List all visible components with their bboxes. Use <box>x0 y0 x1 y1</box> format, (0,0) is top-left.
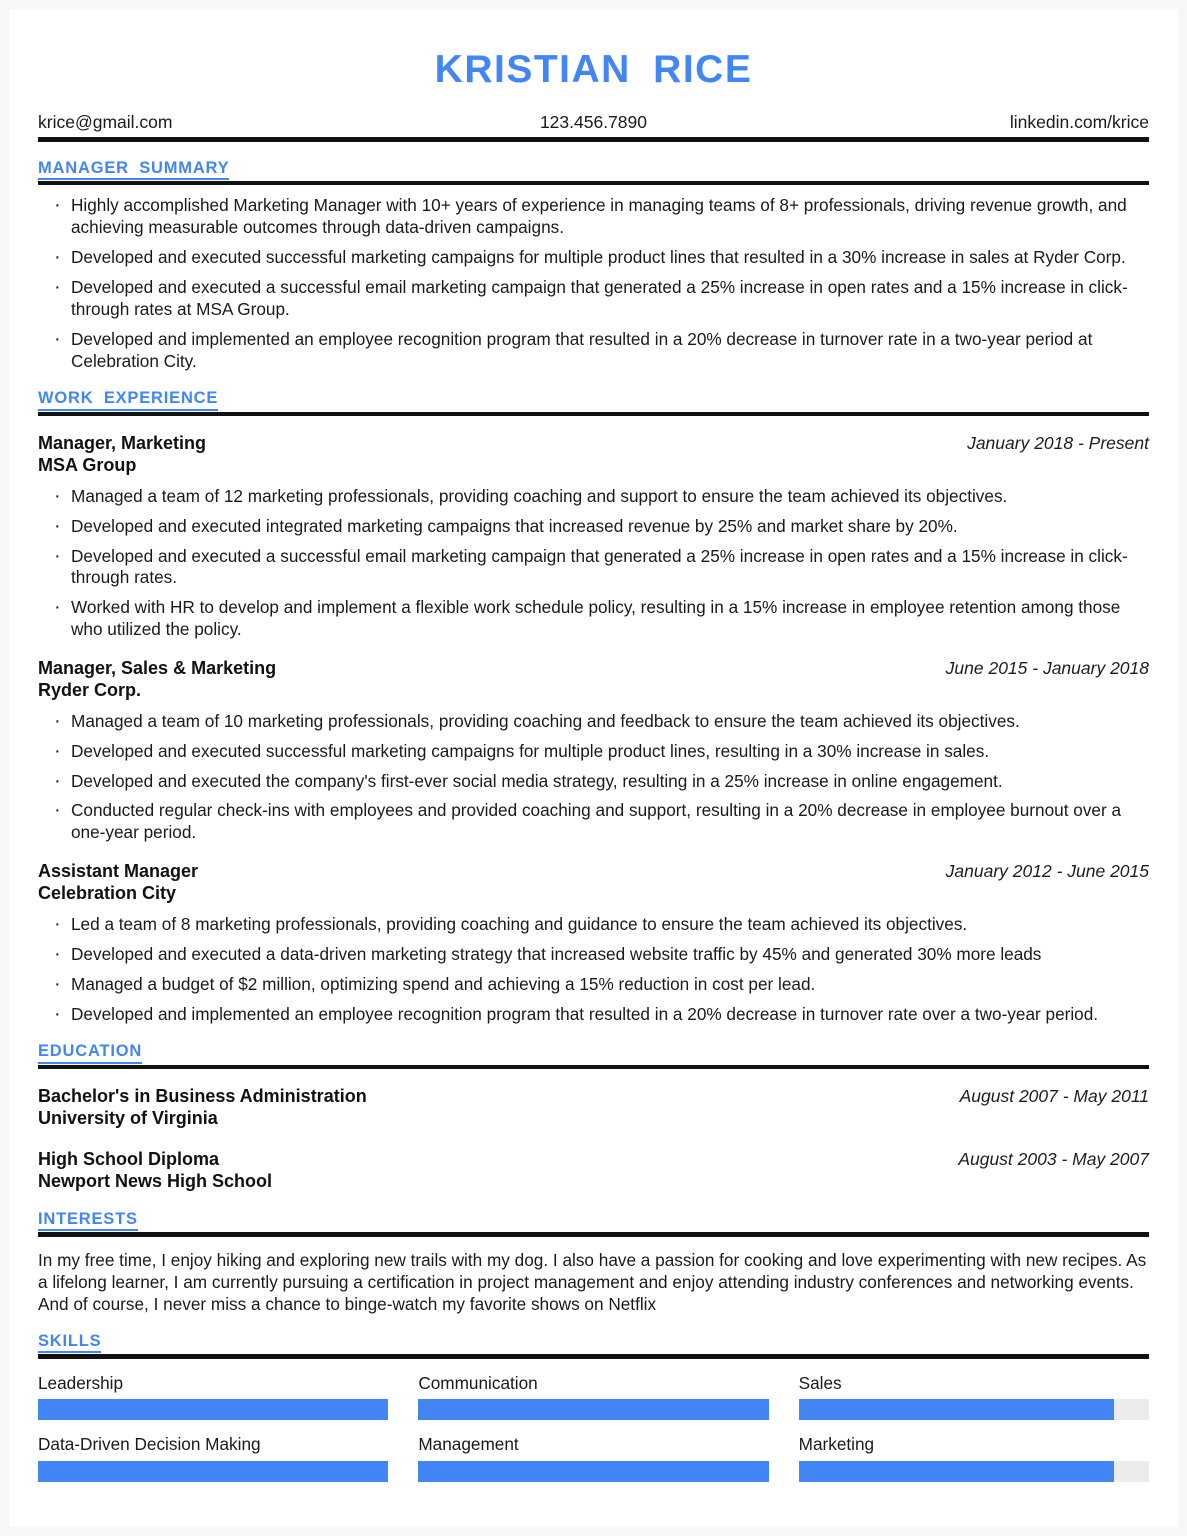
contact-linkedin[interactable]: linkedin.com/krice <box>1009 111 1149 132</box>
job-title: Manager, Sales & Marketing <box>38 658 277 678</box>
skill-label: Sales <box>798 1372 842 1393</box>
skill-progress-track <box>799 1461 1149 1482</box>
summary-section-rule <box>38 181 1149 186</box>
skill-progress-fill <box>38 1399 388 1420</box>
work-section-head <box>38 389 1149 416</box>
skill-item <box>799 1434 1149 1482</box>
skill-progress-fill <box>38 1461 388 1482</box>
list-item: · Developed and executed the company's first-ever social media strategy, resulting in a 25% increase in online engagement. <box>50 771 1149 793</box>
skills-section-title: SKILLS <box>38 1332 101 1353</box>
candidate-name: KRISTIAN RICE <box>434 48 753 91</box>
job-title: Manager, Marketing <box>38 433 207 454</box>
skill-progress-track <box>418 1461 768 1482</box>
list-item: · Developed and executed successful marketing campaigns for multiple product lines that resulted in a 30% increase in sales at Ryder Corp. <box>50 247 1149 269</box>
skills-grid <box>38 1373 1149 1482</box>
work-section-rule <box>38 412 1149 417</box>
education-entry <box>38 1086 1149 1130</box>
list-item: · Managed a team of 12 marketing professionals, providing coaching and support to ensure the team achieved its objectives. <box>50 486 1149 508</box>
header-divider <box>38 137 1149 142</box>
list-item: · Conducted regular check-ins with employees and provided coaching and support, resulting in a 20% decrease in employee burnout over a one-year period. <box>50 800 1149 844</box>
school-name: University of Virginia <box>38 1108 218 1128</box>
skill-item <box>38 1434 388 1482</box>
skill-progress-fill <box>799 1399 1114 1420</box>
education-section-head <box>38 1042 1149 1069</box>
skill-progress-fill <box>418 1461 768 1482</box>
skill-progress-track <box>38 1461 388 1482</box>
section-education <box>38 1042 1149 1192</box>
section-summary <box>38 159 1149 373</box>
skill-progress-fill <box>799 1461 1114 1482</box>
resume-sheet <box>9 9 1178 1527</box>
contact-phone[interactable]: 123.456.7890 <box>539 111 648 132</box>
skill-item <box>799 1373 1149 1421</box>
list-item: · Developed and implemented an employee recognition program that resulted in a 20% decrease in turnover rate over a two-year period. <box>50 1004 1149 1026</box>
work-entry <box>38 433 1149 641</box>
education-section-rule <box>38 1065 1149 1070</box>
work-entry-head <box>38 433 1149 455</box>
skill-label: Communication <box>418 1372 538 1393</box>
contact-email[interactable]: krice@gmail.com <box>38 111 173 132</box>
job-dates: January 2012 - June 2015 <box>945 861 1149 882</box>
summary-section-head <box>38 159 1149 186</box>
skills-section-rule <box>38 1354 1149 1359</box>
summary-bullet-list <box>38 195 1149 372</box>
job-dates: June 2015 - January 2018 <box>945 658 1149 678</box>
job-company: Celebration City <box>38 883 177 904</box>
degree-title: Bachelor's in Business Administration <box>38 1086 367 1107</box>
skill-label: Leadership <box>38 1372 124 1393</box>
degree-dates: August 2003 - May 2007 <box>958 1148 1149 1169</box>
list-item: · Developed and executed a data-driven marketing strategy that increased website traffic by 45% and generated 30% more leads <box>50 944 1149 966</box>
education-entry-head <box>38 1086 1149 1108</box>
skill-label: Management <box>418 1434 519 1455</box>
work-bullet-list <box>38 914 1149 1025</box>
list-item: · Developed and executed a successful email marketing campaign that generated a 25% increase in open rates and a 15% increase in click-through rates at MSA Group. <box>50 277 1149 321</box>
work-section-title: WORK EXPERIENCE <box>38 389 218 410</box>
skills-section-head <box>38 1332 1149 1359</box>
interests-section-rule <box>38 1232 1149 1237</box>
skill-item <box>418 1373 768 1421</box>
education-entry-head <box>38 1149 1149 1171</box>
job-company: Ryder Corp. <box>38 679 142 700</box>
skill-progress-track <box>38 1399 388 1420</box>
degree-dates: August 2007 - May 2011 <box>959 1086 1149 1107</box>
skill-progress-track <box>418 1399 768 1420</box>
summary-section-title: MANAGER SUMMARY <box>38 159 229 180</box>
interests-section-title: INTERESTS <box>38 1210 138 1231</box>
contact-row <box>38 112 1149 137</box>
section-interests <box>38 1210 1149 1315</box>
skill-progress-fill <box>418 1399 768 1420</box>
list-item: · Led a team of 8 marketing professionals, providing coaching and guidance to ensure the team achieved its objectives. <box>50 914 1149 936</box>
interests-section-head <box>38 1210 1149 1237</box>
work-entry-head <box>38 658 1149 680</box>
interests-paragraph: In my free time, I enjoy hiking and exploring new trails with my dog. I also have a passion for cooking and love experimenting with new recipes. As a lifelong learner, I am currently pursuing a certification in project management and enjoy attending industry conferences and networking events. And of course, I never miss a chance to binge-watch my favorite shows on Netflix <box>38 1249 1147 1314</box>
section-work-experience <box>38 389 1149 1025</box>
degree-title: High School Diploma <box>38 1148 220 1169</box>
list-item: · Managed a team of 10 marketing professionals, providing coaching and feedback to ensure the team achieved its objectives. <box>50 711 1149 733</box>
work-entry <box>38 861 1149 1025</box>
list-item: · Developed and executed successful marketing campaigns for multiple product lines, resulting in a 30% increase in sales. <box>50 741 1149 763</box>
school-name: Newport News High School <box>38 1170 273 1191</box>
job-dates: January 2018 - Present <box>967 433 1149 454</box>
list-item: · Managed a budget of $2 million, optimizing spend and achieving a 15% reduction in cost per lead. <box>50 974 1149 996</box>
list-item: · Developed and executed a successful email marketing campaign that generated a 25% increase in open rates and a 15% increase in click-through rates. <box>50 546 1149 590</box>
job-company: MSA Group <box>38 454 137 475</box>
list-item: · Highly accomplished Marketing Manager with 10+ years of experience in managing teams of 8+ professionals, driving revenue growth, and achieving measurable outcomes through data-driven campaigns. <box>50 195 1149 239</box>
skill-label: Data-Driven Decision Making <box>38 1434 261 1455</box>
skill-item <box>38 1373 388 1421</box>
list-item: · Developed and executed integrated marketing campaigns that increased revenue by 25% and market share by 20%. <box>50 516 1149 538</box>
section-skills <box>38 1332 1149 1482</box>
education-section-title: EDUCATION <box>38 1042 142 1063</box>
education-entry <box>38 1149 1149 1193</box>
list-item: · Developed and implemented an employee recognition program that resulted in a 20% decrease in turnover rate in a two-year period at Celebration City. <box>50 329 1149 373</box>
work-bullet-list <box>38 711 1149 844</box>
job-title: Assistant Manager <box>38 861 199 882</box>
skill-item <box>418 1434 768 1482</box>
skill-progress-track <box>799 1399 1149 1420</box>
skill-label: Marketing <box>798 1434 875 1455</box>
work-entry-head <box>38 861 1149 883</box>
list-item: · Worked with HR to develop and implement a flexible work schedule policy, resulting in a 15% increase in employee retention among those who utilized the policy. <box>50 597 1149 641</box>
work-entry <box>38 658 1149 844</box>
work-bullet-list <box>38 486 1149 641</box>
